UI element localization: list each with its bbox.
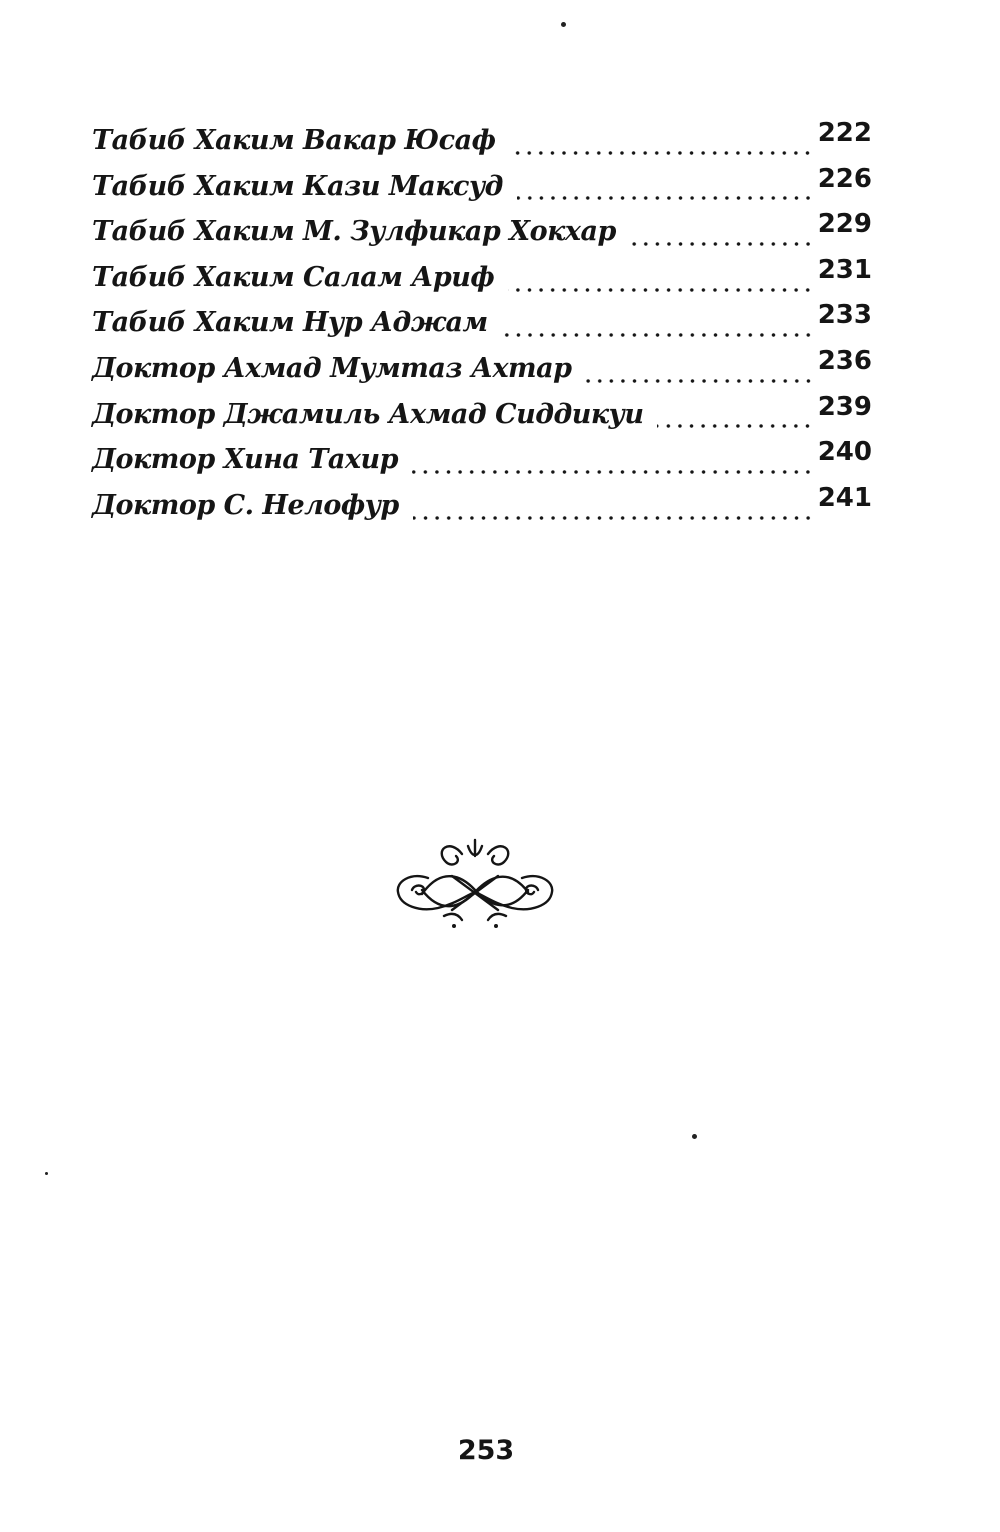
toc-entry-title: Доктор Ахмад Мумтаз Ахтар <box>92 352 572 384</box>
toc-entry-title: Табиб Хаким Салам Ариф <box>92 261 495 293</box>
toc-dot-leader <box>412 469 814 475</box>
toc-entry <box>92 255 872 301</box>
scan-speck <box>45 1172 48 1175</box>
toc-entry-page: 231 <box>817 254 872 285</box>
flourish-ornament-icon <box>392 832 558 932</box>
toc-entry <box>92 392 872 438</box>
toc-entry <box>92 437 872 483</box>
toc-dot-leader <box>502 332 814 338</box>
toc-dot-leader <box>413 515 814 521</box>
toc-entry-page: 226 <box>817 163 872 194</box>
page-number: 253 <box>457 1435 515 1466</box>
toc-entry-page: 236 <box>817 345 872 376</box>
toc-entry-page: 233 <box>817 300 872 331</box>
table-of-contents <box>92 118 872 528</box>
toc-dot-leader <box>657 423 813 429</box>
toc-entry-title: Доктор С. Нелофур <box>92 489 399 521</box>
toc-dot-leader <box>586 378 814 384</box>
toc-entry-page: 240 <box>817 437 872 468</box>
toc-entry-title: Доктор Хина Тахир <box>92 444 398 476</box>
toc-entry-title: Табиб Хаким Кази Максуд <box>92 170 503 202</box>
toc-entry-title: Табиб Хаким Нур Аджам <box>92 307 488 339</box>
toc-entry-title: Табиб Хаким Вакар Юсаф <box>92 125 496 156</box>
toc-dot-leader <box>508 287 814 293</box>
toc-entry-title: Табиб Хаким М. Зулфикар Хокхар <box>92 216 616 248</box>
toc-entry-page: 239 <box>817 391 872 422</box>
toc-entry <box>92 164 872 210</box>
toc-entry-page: 222 <box>817 118 872 148</box>
toc-entry <box>92 346 872 392</box>
toc-entry-page: 241 <box>817 482 872 513</box>
toc-entry <box>92 118 872 164</box>
scan-speck <box>561 22 566 27</box>
toc-entry <box>92 483 872 529</box>
toc-dot-leader <box>517 195 814 201</box>
scan-speck <box>692 1134 697 1139</box>
toc-dot-leader <box>630 241 814 247</box>
toc-entry-page: 229 <box>817 209 872 240</box>
toc-entry <box>92 209 872 255</box>
toc-entry <box>92 300 872 346</box>
toc-dot-leader <box>509 150 813 156</box>
toc-entry-title: Доктор Джамиль Ахмад Сиддикуи <box>92 398 644 430</box>
